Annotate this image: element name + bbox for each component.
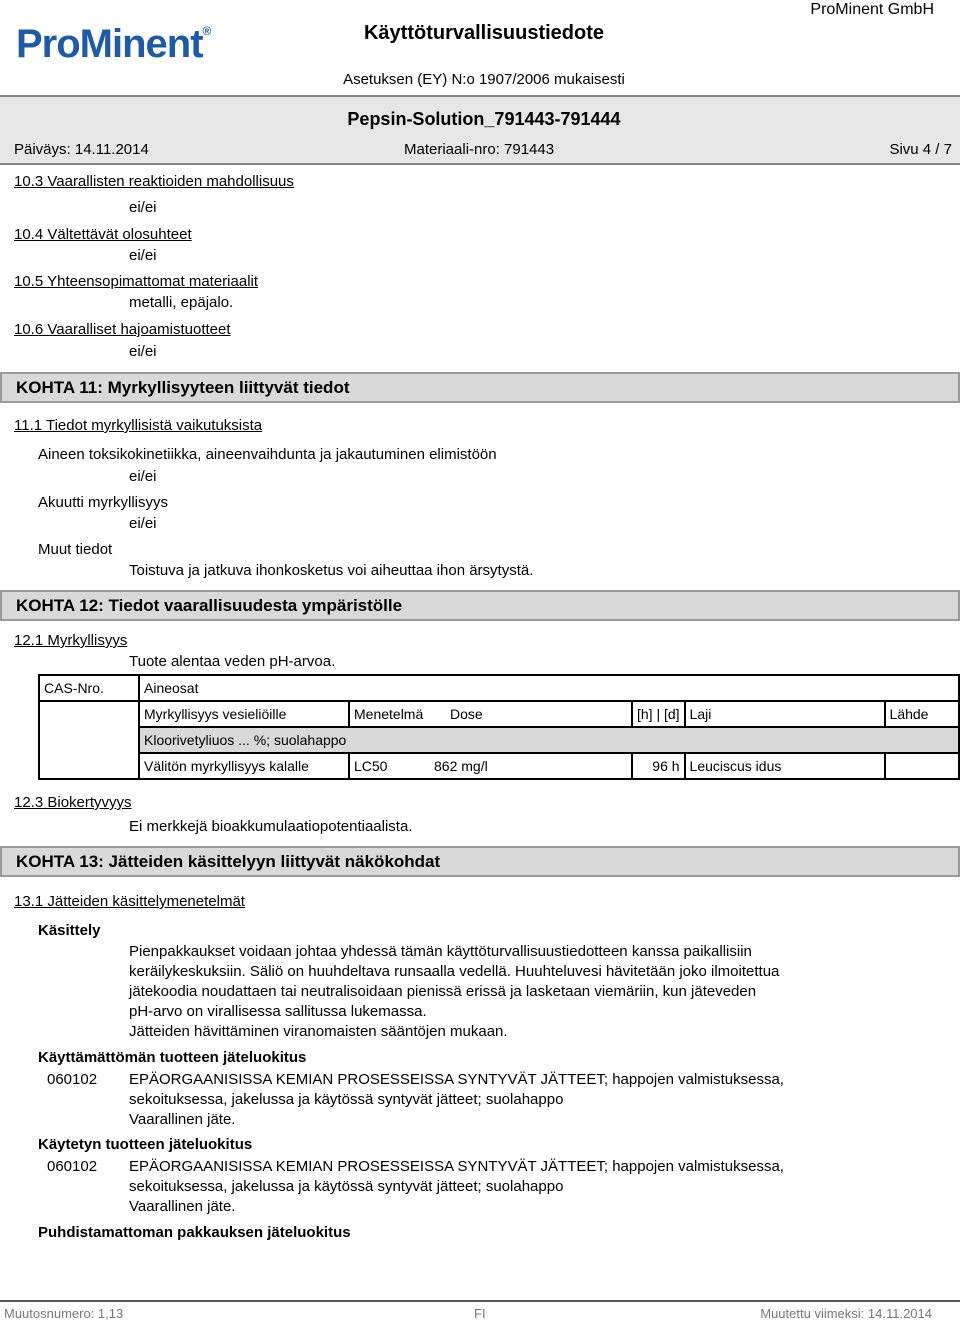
text-line: sekoituksessa, jakelussa ja käytössä syntyvät jätteet; suolahappo [129, 1091, 564, 1108]
subsection-10-5-text: metalli, epäjalo. [129, 294, 234, 311]
text-line: Vaarallinen jäte. [129, 1198, 236, 1215]
acute-toxicity-text: ei/ei [129, 515, 157, 532]
page-number: Sivu 4 / 7 [889, 141, 952, 158]
subsection-12-1-title: 12.1 Myrkyllisyys [14, 632, 128, 649]
text-line: sekoituksessa, jakelussa ja käytössä syntyvät jätteet; suolahappo [129, 1178, 564, 1195]
handling-label: Käsittely [38, 922, 101, 939]
unused-product-text [129, 1070, 929, 1130]
subsection-10-5-title: 10.5 Yhteensopimattomat materiaalit [14, 273, 259, 290]
text-line: Pienpakkaukset voidaan johtaa yhdessä tämän käyttöturvallisuustiedotteen kanssa paikallisiin [129, 943, 752, 960]
row-time: 96 h [632, 753, 685, 779]
table-row [39, 675, 959, 701]
used-product-code: 060102 [47, 1158, 98, 1175]
unused-product-label: Käyttämättömän tuotteen jäteluokitus [38, 1049, 307, 1066]
text-line: pH-arvo on virallisessa sallitussa lukemassa. [129, 1003, 427, 1020]
row-source [885, 753, 959, 779]
acute-toxicity-label: Akuutti myrkyllisyys [38, 494, 169, 511]
other-info-text: Toistuva ja jatkuva ihonkosketus voi aiheuttaa ihon ärsytystä. [129, 562, 534, 579]
row-dose: 862 mg/l [434, 758, 488, 774]
subsection-12-3-text: Ei merkkejä bioakkumulaatiopotentiaalista. [129, 818, 413, 835]
footer-divider [0, 1300, 960, 1302]
other-info-label: Muut tiedot [38, 541, 113, 558]
subsection-10-4-title: 10.4 Vältettävät olosuhteet [14, 226, 192, 243]
col-species-header: Laji [685, 701, 885, 727]
subsection-11-1-title: 11.1 Tiedot myrkyllisistä vaikutuksista [14, 417, 263, 434]
empty-cell [39, 701, 139, 727]
document-subtitle: Asetuksen (EY) N:o 1907/2006 mukaisesti [343, 71, 625, 88]
section-13-bar: KOHTA 13: Jätteiden käsittelyyn liittyvät näkökohdat [0, 846, 960, 877]
text-line: Jätteiden hävittäminen viranomaisten sääntöjen mukaan. [129, 1023, 508, 1040]
row-method: LC50 [354, 758, 388, 774]
company-name: ProMinent GmbH [810, 1, 934, 18]
row-species: Leuciscus idus [685, 753, 885, 779]
substance-header: Aineosat [139, 675, 959, 701]
document-title: Käyttöturvallisuustiedote [363, 22, 605, 44]
subsection-10-6-text: ei/ei [129, 343, 157, 360]
col-dose-header: Dose [450, 706, 483, 722]
empty-cell [39, 727, 139, 753]
text-line: Vaarallinen jäte. [129, 1111, 236, 1128]
product-name: Pepsin-Solution_791443-791444 [347, 109, 621, 129]
col-time-header: [h] | [d] [632, 701, 685, 727]
date-label: Päiväys: 14.11.2014 [14, 141, 149, 158]
table-row [39, 753, 959, 779]
text-line: keräilykeskuksiin. Säliö on huuhdeltava runsaalla vedellä. Huuhteluvesi hävitetään joko ilmoitettua [129, 963, 780, 980]
row-method-dose [349, 753, 632, 779]
substance-name: Kloorivetyliuos ... %; suolahappo [139, 727, 959, 753]
col-toxicity-header: Myrkyllisyys vesieliöille [139, 701, 349, 727]
used-product-text [129, 1157, 929, 1217]
packaging-label: Puhdistamattoman pakkauksen jäteluokitus [38, 1224, 351, 1241]
material-number: Materiaali-nro: 791443 [404, 141, 555, 158]
logo-text: ProMinent [16, 22, 203, 66]
subsection-10-3-text: ei/ei [129, 199, 157, 216]
prominent-logo: ProMinent® [16, 22, 211, 66]
unused-product-code: 060102 [47, 1071, 98, 1088]
table-row [39, 701, 959, 727]
section-11-bar: KOHTA 11: Myrkyllisyyteen liittyvät tiedot [0, 372, 960, 403]
subsection-10-4-text: ei/ei [129, 247, 157, 264]
last-modified: Muutettu viimeksi: 14.11.2014 [760, 1306, 932, 1321]
subsection-12-3-title: 12.3 Biokertyvyys [14, 794, 132, 811]
subsection-12-1-text: Tuote alentaa veden pH-arvoa. [129, 653, 336, 670]
handling-text [129, 942, 929, 1042]
ecotoxicity-table [38, 674, 960, 780]
subsection-10-6-title: 10.6 Vaaralliset hajoamistuotteet [14, 321, 231, 338]
text-line: EPÄORGAANISISSA KEMIAN PROSESSEISSA SYNTYVÄT JÄTTEET; happojen valmistuksessa, [129, 1158, 784, 1175]
toxicokinetics-label: Aineen toksikokinetiikka, aineenvaihdunta ja jakautuminen elimistöön [38, 446, 497, 463]
text-line: EPÄORGAANISISSA KEMIAN PROSESSEISSA SYNTYVÄT JÄTTEET; happojen valmistuksessa, [129, 1071, 784, 1088]
col-method-header: Menetelmä [354, 706, 424, 722]
col-source-header: Lähde [885, 701, 959, 727]
subsection-10-3-title: 10.3 Vaarallisten reaktioiden mahdollisuus [14, 173, 294, 190]
empty-cell [39, 753, 139, 779]
subsection-13-1-title: 13.1 Jätteiden käsittelymenetelmät [14, 893, 245, 910]
cas-header: CAS-Nro. [39, 675, 139, 701]
toxicokinetics-text: ei/ei [129, 468, 157, 485]
col-method-dose-header [349, 701, 632, 727]
section-12-bar: KOHTA 12: Tiedot vaarallisuudesta ympäristölle [0, 590, 960, 621]
used-product-label: Käytetyn tuotteen jäteluokitus [38, 1136, 253, 1153]
row-toxicity: Välitön myrkyllisyys kalalle [139, 753, 349, 779]
language-code: FI [474, 1306, 486, 1321]
table-row [39, 727, 959, 753]
text-line: jätekoodia noudattaen tai neutralisoidaan pienissä erissä ja lasketaan viemäriin, kun jäteveden [129, 983, 757, 1000]
revision-number: Muutosnumero: 1,13 [4, 1306, 124, 1321]
